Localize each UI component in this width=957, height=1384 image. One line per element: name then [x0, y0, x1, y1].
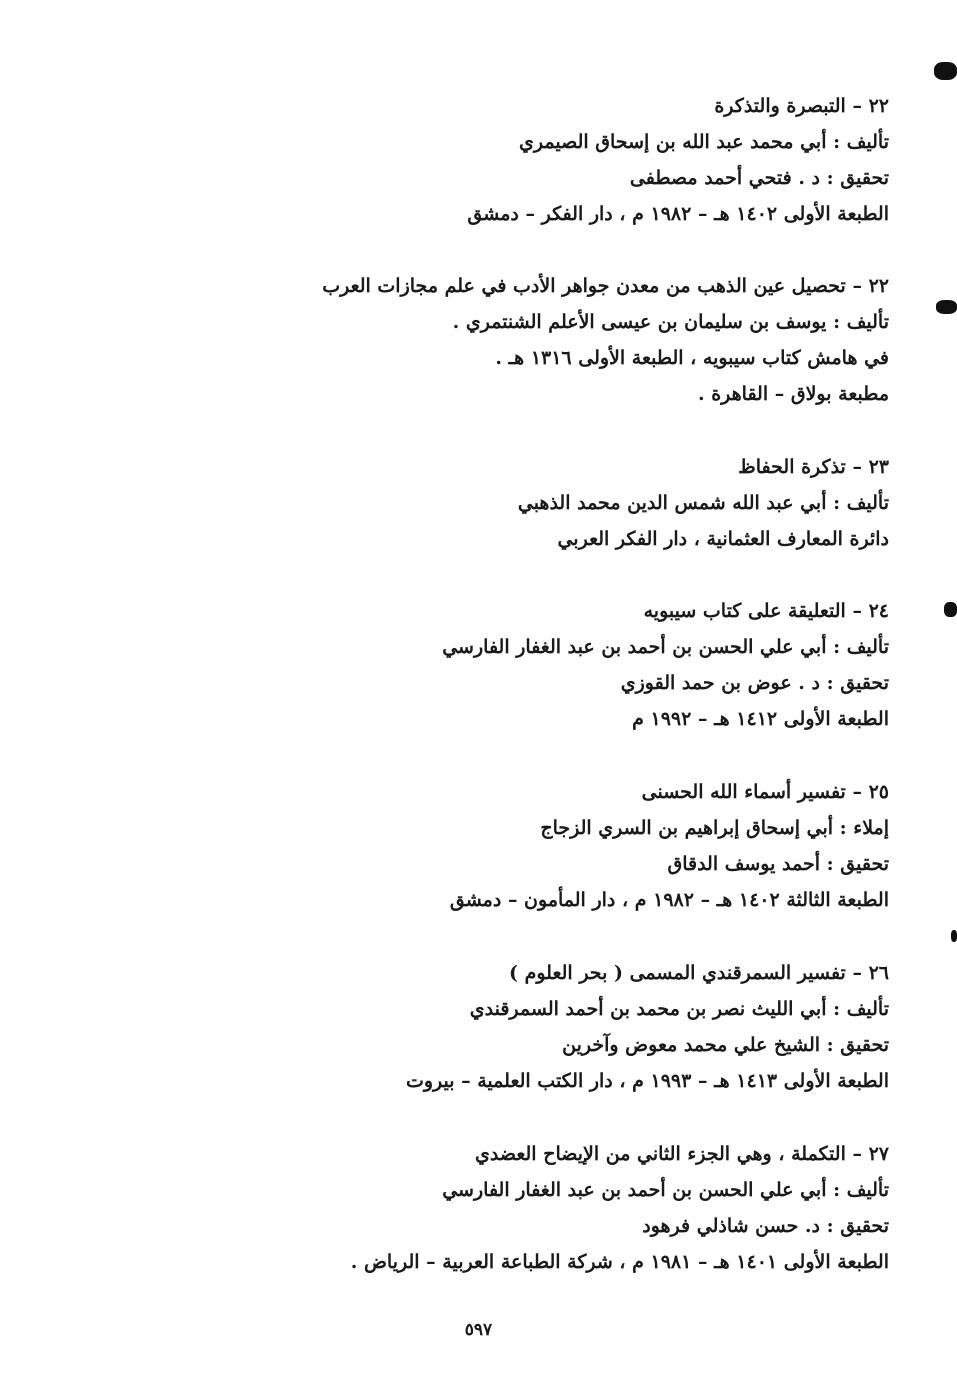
entry-title: ٢٦ – تفسير السمرقندي المسمى ( بحر العلوم ): [509, 962, 889, 984]
entry-edition: الطبعة الأولى ١٤٠١ هـ – ١٩٨١ م ، شركة الطباعة العربية – الرياض .: [350, 1251, 889, 1273]
bibliography-entry-25: [330, 774, 889, 918]
entry-author: تأليف : أبي علي الحسن بن أحمد بن عبد الغفار الفارسي: [442, 636, 889, 658]
entry-edition: الطبعة الأولى ١٤١٣ هـ – ١٩٩٣ م ، دار الكتب العلمية – بيروت: [405, 1070, 889, 1092]
bibliography-entry-22b: [322, 268, 889, 412]
bibliography-entry-23: [330, 449, 889, 557]
bibliography-entry-22a: [330, 88, 889, 232]
bibliography-entry-24: [330, 593, 889, 737]
entry-title: ٢٢ – التبصرة والتذكرة: [714, 95, 889, 117]
entry-author: تأليف : أبي الليث نصر بن محمد بن أحمد السمرقندي: [469, 998, 889, 1020]
entry-editor: تحقيق : الشيخ علي محمد معوض وآخرين: [562, 1034, 889, 1056]
entry-edition: في هامش كتاب سيبويه ، الطبعة الأولى ١٣١٦ هـ .: [495, 347, 889, 369]
scan-margin-mark: [934, 62, 957, 80]
bibliography-entry-26: [330, 955, 889, 1099]
page-number: ٥٩٧: [464, 1320, 493, 1340]
scan-margin-mark: [951, 930, 957, 942]
entry-publisher: دائرة المعارف العثمانية ، دار الفكر العربي: [557, 528, 889, 550]
scan-margin-mark: [936, 300, 957, 314]
entry-author: تأليف : أبي علي الحسن بن أحمد بن عبد الغفار الفارسي: [442, 1179, 889, 1201]
entry-editor: تحقيق : د. حسن شاذلي فرهود: [642, 1215, 889, 1237]
entry-edition: الطبعة الأولى ١٤٠٢ هـ – ١٩٨٢ م ، دار الفكر – دمشق: [467, 203, 889, 225]
entry-title: ٢٥ – تفسير أسماء الله الحسنى: [641, 781, 889, 803]
scan-margin-mark: [944, 602, 957, 617]
bibliography-entry-27: [330, 1136, 889, 1280]
entry-author: تأليف : أبي محمد عبد الله بن إسحاق الصيمري: [519, 131, 889, 153]
entry-editor: تحقيق : د . عوض بن حمد القوزي: [620, 672, 889, 694]
entry-author: إملاء : أبي إسحاق إبراهيم بن السري الزجاج: [540, 817, 889, 839]
entry-title: ٢٣ – تذكرة الحفاظ: [738, 456, 889, 478]
entry-title: ٢٤ – التعليقة على كتاب سيبويه: [643, 600, 889, 622]
entry-edition: الطبعة الثالثة ١٤٠٢ هـ – ١٩٨٢ م ، دار المأمون – دمشق: [449, 889, 889, 911]
entry-editor: تحقيق : د . فتحي أحمد مصطفى: [629, 167, 889, 189]
entry-author: تأليف : يوسف بن سليمان بن عيسى الأعلم الشنتمري .: [452, 311, 889, 333]
entry-title: ٢٢ – تحصيل عين الذهب من معدن جواهر الأدب في علم مجازات العرب: [322, 275, 889, 297]
entry-publisher: مطبعة بولاق – القاهرة .: [697, 383, 889, 405]
entry-editor: تحقيق : أحمد يوسف الدقاق: [667, 853, 889, 875]
entry-edition: الطبعة الأولى ١٤١٢ هـ – ١٩٩٢ م: [632, 708, 889, 730]
entry-title: ٢٧ – التكملة ، وهي الجزء الثاني من الإيضاح العضدي: [475, 1143, 889, 1165]
entry-author: تأليف : أبي عبد الله شمس الدين محمد الذهبي: [517, 492, 889, 514]
